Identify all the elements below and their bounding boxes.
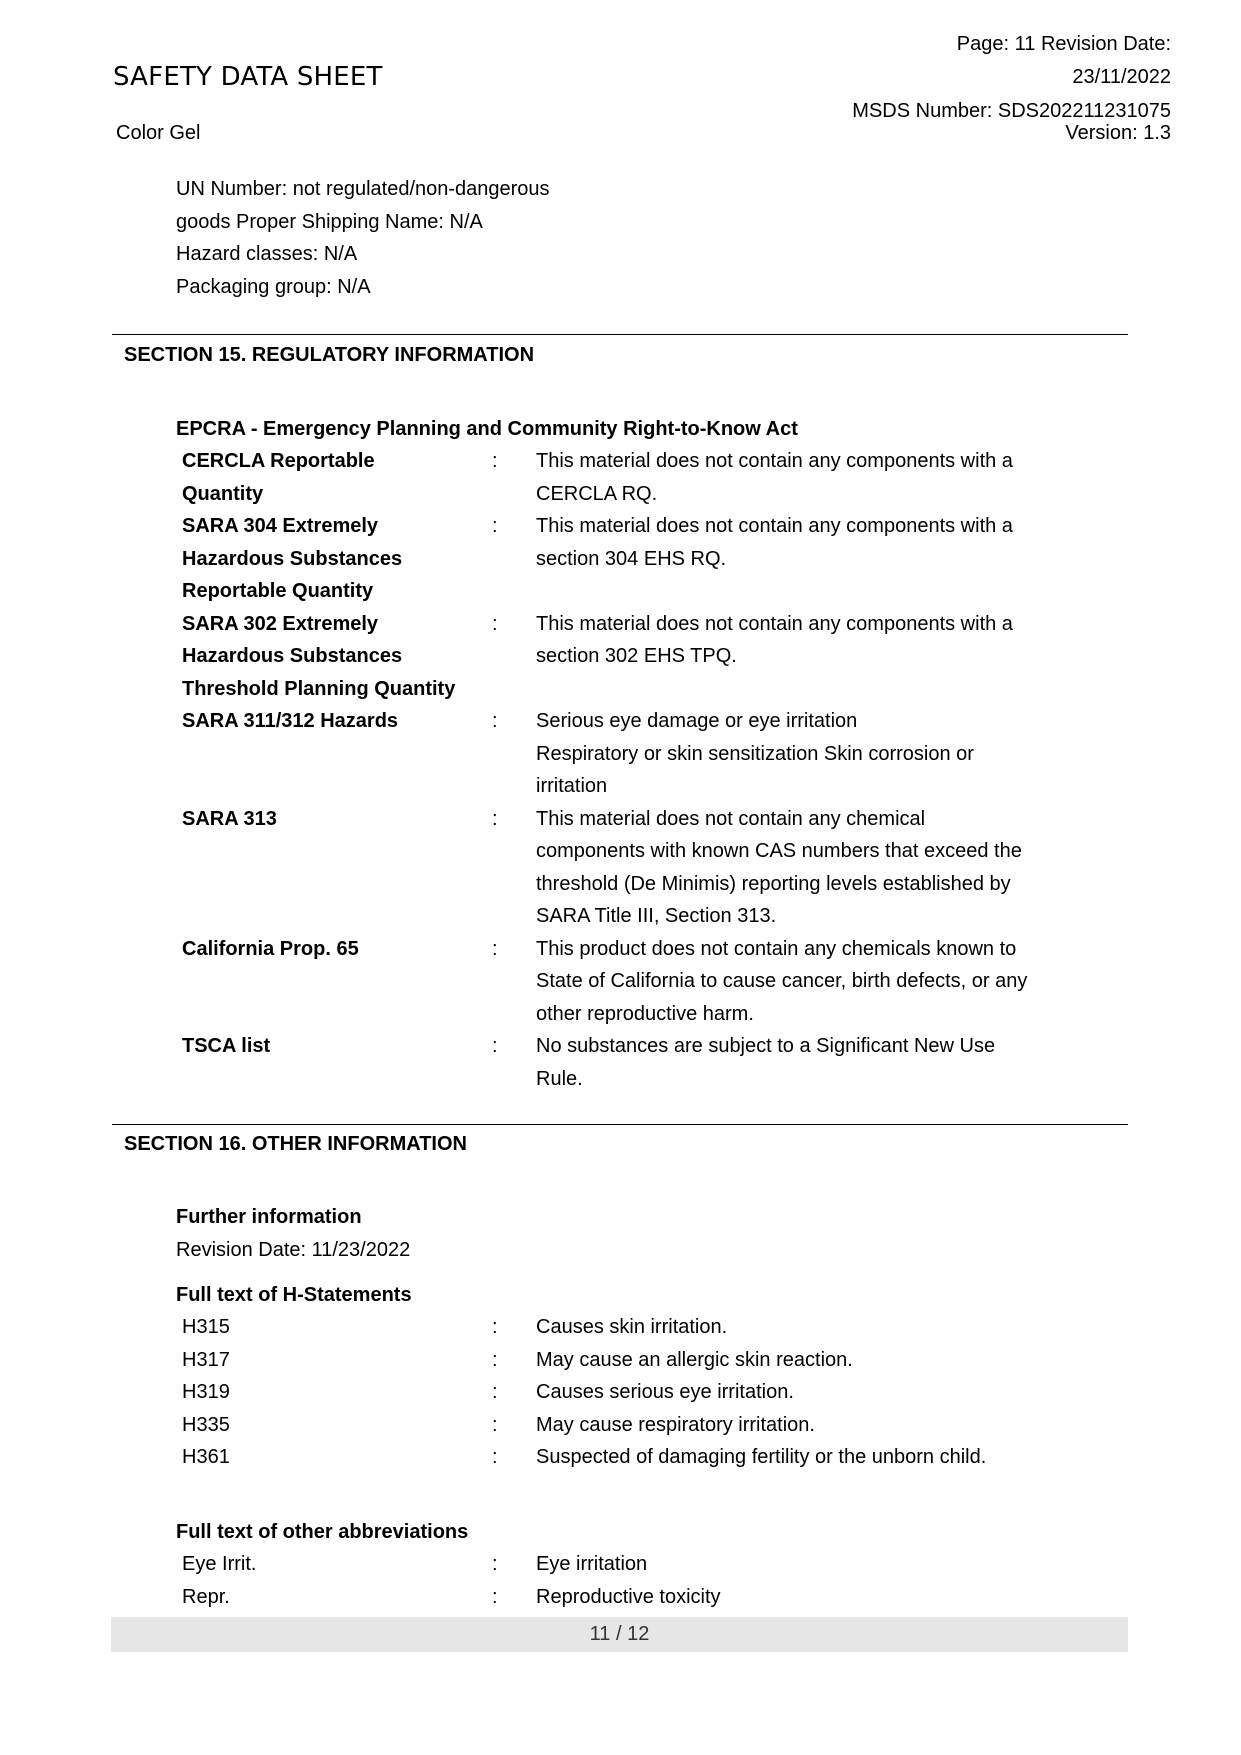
colon-separator: : xyxy=(492,450,498,472)
regulatory-row xyxy=(182,510,1062,608)
colon-separator: : xyxy=(492,612,498,635)
h-code: H319 xyxy=(182,1381,230,1403)
colon-separator: : xyxy=(492,1413,498,1436)
regulatory-row xyxy=(182,1030,1062,1095)
regulatory-row xyxy=(182,608,1062,706)
colon-separator: : xyxy=(492,1585,498,1608)
epcra-heading: EPCRA - Emergency Planning and Community Right-to-Know Act xyxy=(176,418,798,440)
row-value: This material does not contain any components with a section 302 EHS TPQ. xyxy=(536,612,1013,667)
abbreviations-heading: Full text of other abbreviations xyxy=(176,1521,469,1543)
row-label: SARA 302 Extremely Hazardous Substances Threshold Planning Quantity xyxy=(182,612,456,700)
h-statement-row xyxy=(182,1311,1062,1344)
page-indicator: 11 / 12 xyxy=(111,1617,1128,1652)
h-code: H361 xyxy=(182,1446,230,1468)
h-code: H315 xyxy=(182,1316,230,1338)
further-info-heading: Further information xyxy=(176,1206,362,1228)
colon-separator: : xyxy=(492,515,498,537)
abbreviation-text: Reproductive toxicity xyxy=(536,1585,721,1608)
abbreviation-text: Eye irritation xyxy=(536,1553,648,1575)
row-label: SARA 311/312 Hazards xyxy=(182,710,399,732)
h-text: Causes serious eye irritation. xyxy=(536,1381,794,1403)
h-code: H317 xyxy=(182,1348,230,1371)
abbreviation-row xyxy=(182,1581,1062,1614)
colon-separator: : xyxy=(492,710,498,732)
h-statements-table xyxy=(182,1311,1062,1474)
h-statement-row xyxy=(182,1344,1062,1377)
h-text: May cause an allergic skin reaction. xyxy=(536,1348,853,1371)
section-divider xyxy=(112,1124,1128,1125)
row-value: This material does not contain any components with a section 304 EHS RQ. xyxy=(536,515,1013,570)
regulatory-row xyxy=(182,445,1062,510)
colon-separator: : xyxy=(492,1316,498,1338)
revision-date-line: Revision Date: 11/23/2022 xyxy=(176,1239,411,1261)
product-name: Color Gel xyxy=(116,122,201,144)
row-label: CERCLA Reportable Quantity xyxy=(182,450,375,505)
row-label: SARA 313 xyxy=(182,807,277,830)
row-value: This material does not contain any components with a CERCLA RQ. xyxy=(536,450,1013,505)
h-code: H335 xyxy=(182,1413,230,1436)
colon-separator: : xyxy=(492,937,498,960)
regulatory-table xyxy=(182,445,1062,1095)
row-label: SARA 304 Extremely Hazardous Substances Reportable Quantity xyxy=(182,515,403,602)
abbreviation-code: Repr. xyxy=(182,1585,230,1608)
transport-info xyxy=(176,173,550,303)
row-label: California Prop. 65 xyxy=(182,937,359,960)
section-15-title: SECTION 15. REGULATORY INFORMATION xyxy=(124,344,535,366)
transport-line: Hazard classes: N/A xyxy=(176,243,358,265)
row-value: This material does not contain any chemical components with known CAS numbers that exceed the threshold (De Minimis) reporting levels established by SARA Title III, Section 313. xyxy=(536,807,1022,927)
h-text: Suspected of damaging fertility or the unborn child. xyxy=(536,1446,987,1468)
h-statements-heading: Full text of H-Statements xyxy=(176,1284,412,1306)
row-value: No substances are subject to a Significant New Use Rule. xyxy=(536,1035,996,1090)
row-value: This product does not contain any chemicals known to State of California to cause cancer, birth defects, or any other reproductive harm. xyxy=(536,937,1028,1025)
abbreviation-code: Eye Irrit. xyxy=(182,1553,257,1575)
colon-separator: : xyxy=(492,807,498,830)
msds-number: MSDS Number: SDS202211231075 xyxy=(852,100,1171,122)
transport-line: goods Proper Shipping Name: N/A xyxy=(176,210,483,233)
colon-separator: : xyxy=(492,1348,498,1371)
h-statement-row xyxy=(182,1441,1062,1474)
colon-separator: : xyxy=(492,1381,498,1403)
section-16-title: SECTION 16. OTHER INFORMATION xyxy=(124,1133,467,1155)
regulatory-row xyxy=(182,803,1062,933)
page-revision-label: Page: 11 Revision Date: xyxy=(956,33,1171,55)
section-divider xyxy=(112,334,1128,335)
abbreviation-row xyxy=(182,1548,1062,1581)
h-text: May cause respiratory irritation. xyxy=(536,1413,815,1436)
version: Version: 1.3 xyxy=(1065,122,1171,144)
h-statement-row xyxy=(182,1409,1062,1442)
regulatory-row xyxy=(182,933,1062,1031)
colon-separator: : xyxy=(492,1446,498,1468)
transport-line: Packaging group: N/A xyxy=(176,275,371,298)
h-text: Causes skin irritation. xyxy=(536,1316,728,1338)
document-title: SAFETY DATA SHEET xyxy=(113,62,383,92)
colon-separator: : xyxy=(492,1553,498,1575)
revision-date: 23/11/2022 xyxy=(1072,66,1171,88)
abbreviations-table xyxy=(182,1548,1062,1613)
colon-separator: : xyxy=(492,1035,498,1057)
h-statement-row xyxy=(182,1376,1062,1409)
row-value: Serious eye damage or eye irritation Respiratory or skin sensitization Skin corrosion or irritation xyxy=(536,710,974,797)
regulatory-row xyxy=(182,705,1062,803)
transport-line: UN Number: not regulated/non-dangerous xyxy=(176,178,550,200)
row-label: TSCA list xyxy=(182,1035,271,1057)
